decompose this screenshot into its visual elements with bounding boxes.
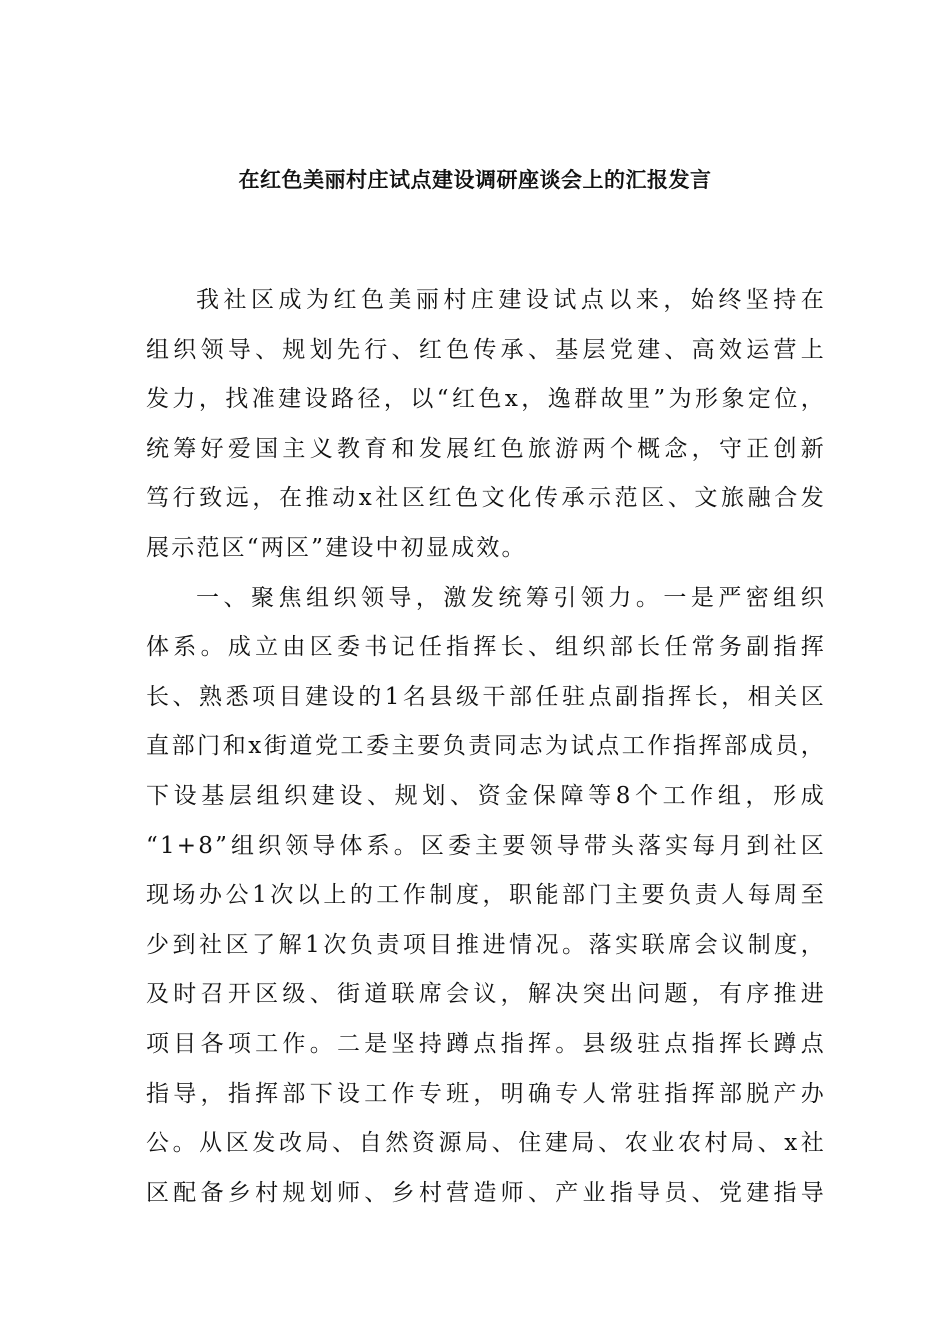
document-title: 在红色美丽村庄试点建设调研座谈会上的汇报发言 — [238, 167, 712, 192]
paragraph-line: 下设基层组织建设、规划、资金保障等8个工作组，形成 — [146, 782, 826, 809]
paragraph-line: 项目各项工作。二是坚持蹲点指挥。县级驻点指挥长蹲点 — [146, 1030, 826, 1057]
paragraph-line: 组织领导、规划先行、红色传承、基层党建、高效运营上 — [146, 336, 826, 363]
document-body — [146, 276, 826, 1218]
paragraph-line: 公。从区发改局、自然资源局、住建局、农业农村局、x社 — [146, 1130, 826, 1157]
paragraph-line: 发力，找准建设路径，以“红色x，逸群故里”为形象定位， — [146, 386, 826, 413]
paragraph-line: 现场办公1次以上的工作制度，职能部门主要负责人每周至 — [146, 882, 826, 909]
paragraph-line: 区配备乡村规划师、乡村营造师、产业指导员、党建指导 — [146, 1179, 826, 1206]
paragraph-line: 我社区成为红色美丽村庄建设试点以来，始终坚持在 — [196, 287, 826, 313]
paragraph-line: 指导，指挥部下设工作专班，明确专人常驻指挥部脱产办 — [146, 1080, 826, 1107]
paragraph-line: 一、聚焦组织领导，激发统筹引领力。一是严密组织 — [196, 584, 826, 611]
paragraph-line: 体系。成立由区委书记任指挥长、组织部长任常务副指挥 — [146, 634, 826, 661]
paragraph-line: 直部门和x街道党工委主要负责同志为试点工作指挥部成员， — [146, 733, 826, 760]
paragraph-line: 少到社区了解1次负责项目推进情况。落实联席会议制度， — [146, 931, 826, 958]
paragraph-line: 统筹好爱国主义教育和发展红色旅游两个概念，守正创新 — [146, 435, 826, 462]
paragraph-line: “1+8”组织领导体系。区委主要领导带头落实每月到社区 — [146, 832, 826, 859]
paragraph-line: 及时召开区级、街道联席会议，解决突出问题，有序推进 — [146, 981, 826, 1008]
paragraph-line: 长、熟悉项目建设的1名县级干部任驻点副指挥长，相关区 — [146, 683, 826, 710]
paragraph-line: 展示范区“两区”建设中初显成效。 — [146, 534, 527, 561]
paragraph-line: 笃行致远，在推动x社区红色文化传承示范区、文旅融合发 — [146, 485, 826, 512]
